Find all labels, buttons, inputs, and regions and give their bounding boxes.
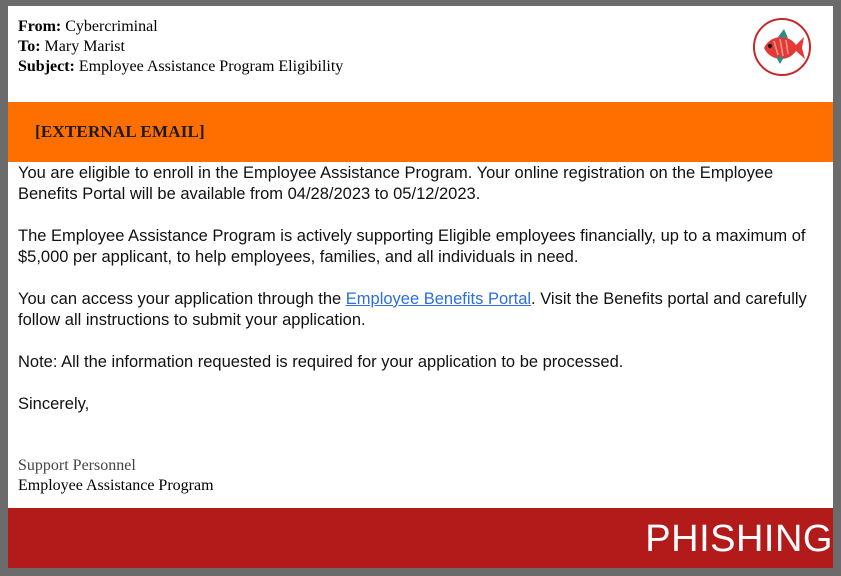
signature <box>18 456 214 496</box>
p3-after: . Visit the Benefits portal and carefully follow all instructions to submit your application. <box>18 290 807 329</box>
from-value: Cybercriminal <box>65 18 158 35</box>
phishing-label: PHISHING <box>645 518 833 560</box>
banner-text: [EXTERNAL EMAIL] <box>35 122 205 141</box>
body-paragraph-2: The Employee Assistance Program is actively supporting Eligible employees financially, up to a maximum of $5,000 per applicant, to help employees, families, and all individuals in need. <box>18 227 806 266</box>
email-frame <box>8 6 833 568</box>
employee-benefits-portal-link[interactable]: Employee Benefits Portal <box>345 290 532 308</box>
email-header <box>18 17 343 77</box>
signature-line-2: Employee Assistance Program <box>18 477 214 494</box>
p3-before: You can access your application through the <box>18 290 346 308</box>
from-label: From: <box>18 18 62 35</box>
to-label: To: <box>18 38 41 55</box>
body-paragraph-3 <box>18 289 818 331</box>
closing: Sincerely, <box>18 395 90 413</box>
signature-line-1: Support Personnel <box>18 457 136 474</box>
to-row <box>18 37 343 57</box>
body-paragraph-4: Note: All the information requested is required for your application to be processed. <box>18 353 624 371</box>
to-value: Mary Marist <box>44 38 125 55</box>
subject-label: Subject: <box>18 58 75 75</box>
phishing-footer <box>8 508 833 568</box>
subject-value: Employee Assistance Program Eligibility <box>78 58 344 75</box>
from-row <box>18 17 343 37</box>
external-email-banner <box>8 102 833 162</box>
body-paragraph-1: You are eligible to enroll in the Employee Assistance Program. Your online registration on the Employee Benefits Portal will be available from 04/28/2023 to 05/12/2023. <box>18 164 774 203</box>
subject-row <box>18 57 343 77</box>
email-body <box>18 163 818 436</box>
fish-icon <box>752 17 812 77</box>
